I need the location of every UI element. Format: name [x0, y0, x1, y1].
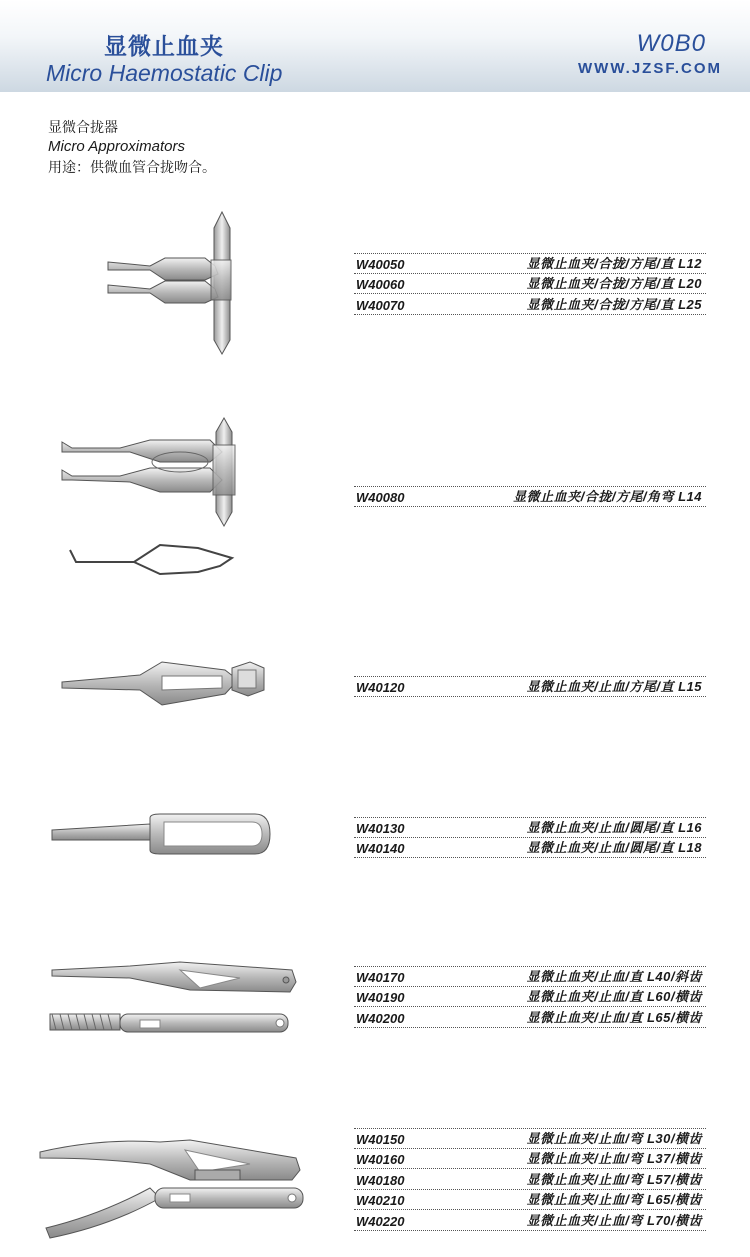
- product-group-5: [354, 966, 706, 1028]
- product-desc: 显微止血夹/合拢/方尾/角弯 L14: [513, 488, 702, 504]
- product-code: W40130: [356, 820, 405, 836]
- table-row: [354, 1169, 706, 1190]
- table-row: [354, 253, 706, 274]
- product-desc: 显微止血夹/合拢/方尾/直 L12: [526, 255, 702, 271]
- product-code: W40220: [356, 1213, 405, 1229]
- product-desc: 显微止血夹/止血/弯 L37/横齿: [526, 1151, 702, 1166]
- table-row: [354, 1210, 706, 1231]
- product-desc: 显微止血夹/止血/直 L65/横齿: [526, 1009, 702, 1025]
- product-code: W40140: [356, 841, 405, 856]
- product-group-1: [354, 253, 706, 315]
- product-desc: 显微止血夹/止血/方尾/直 L15: [526, 678, 702, 694]
- product-desc: 显微止血夹/止血/直 L40/斜齿: [526, 968, 702, 984]
- product-code: W40050: [356, 256, 405, 272]
- clip-round-tail-image: [52, 814, 270, 854]
- intro-usage: 用途：供微血管合拢吻合。: [48, 159, 216, 175]
- product-code: W40200: [356, 1010, 405, 1026]
- product-group-3: [354, 676, 706, 697]
- product-code: W40170: [356, 969, 405, 985]
- table-row: [354, 676, 706, 697]
- product-code: W40060: [356, 277, 405, 292]
- product-code: W40080: [356, 489, 405, 505]
- clip-straight-long-image: [50, 962, 296, 1032]
- table-row: [354, 838, 706, 859]
- product-code: W40070: [356, 297, 405, 313]
- catalog-code: W0B0: [636, 30, 706, 57]
- product-desc: 显微止血夹/止血/弯 L57/横齿: [526, 1171, 702, 1187]
- clip-square-tail-image: [62, 662, 264, 705]
- table-row: [354, 486, 706, 507]
- product-group-6: [354, 1128, 706, 1231]
- page-title-en: Micro Haemostatic Clip: [46, 60, 283, 86]
- table-row: [354, 1128, 706, 1149]
- product-desc: 显微止血夹/合拢/方尾/直 L20: [526, 276, 702, 291]
- product-desc: 显微止血夹/止血/弯 L30/横齿: [526, 1130, 702, 1146]
- table-row: [354, 1190, 706, 1211]
- product-code: W40180: [356, 1172, 405, 1188]
- table-row: [354, 1007, 706, 1028]
- product-desc: 显微止血夹/合拢/方尾/直 L25: [526, 296, 702, 312]
- table-row: [354, 817, 706, 838]
- product-group-2: [354, 486, 706, 507]
- table-row: [354, 1149, 706, 1170]
- product-desc: 显微止血夹/止血/弯 L70/横齿: [526, 1212, 702, 1228]
- website-link[interactable]: WWW.JZSF.COM: [578, 60, 722, 77]
- product-code: W40120: [356, 679, 405, 695]
- product-group-4: [354, 817, 706, 858]
- clip-curved-long-image: [40, 1140, 303, 1238]
- product-code: W40160: [356, 1152, 405, 1167]
- page-title-cn: 显微止血夹: [104, 33, 224, 59]
- table-row: [354, 966, 706, 987]
- table-row: [354, 274, 706, 295]
- product-desc: 显微止血夹/止血/圆尾/直 L18: [526, 840, 702, 855]
- table-row: [354, 294, 706, 315]
- product-desc: 显微止血夹/止血/直 L60/横齿: [526, 989, 702, 1004]
- intro-title-en: Micro Approximators: [48, 138, 185, 155]
- approximator-angled-image: [62, 418, 235, 574]
- approximator-straight-image: [108, 212, 231, 354]
- product-code: W40210: [356, 1193, 405, 1208]
- intro-title-cn: 显微合拢器: [48, 119, 118, 135]
- product-desc: 显微止血夹/止血/圆尾/直 L16: [526, 819, 702, 835]
- table-row: [354, 987, 706, 1008]
- product-code: W40190: [356, 990, 405, 1005]
- product-code: W40150: [356, 1131, 405, 1147]
- product-desc: 显微止血夹/止血/弯 L65/横齿: [526, 1192, 702, 1207]
